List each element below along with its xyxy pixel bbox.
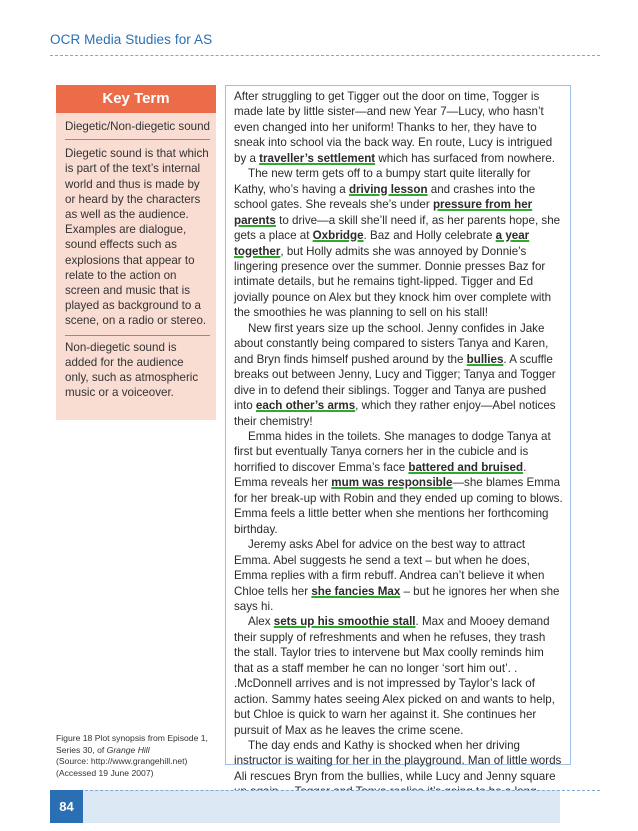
synopsis-text: , which they rather enjoy—Abel notices their chemistry!	[234, 399, 556, 428]
synopsis-text: The new term gets off to a bumpy start quite literally for Kathy, who’s having a	[234, 167, 531, 196]
synopsis-highlight: driving lesson	[348, 182, 428, 196]
synopsis-text: Alex	[248, 615, 274, 629]
caption-title: Grange Hill	[106, 744, 150, 755]
caption-source: (Source: http://www.grangehill.net)	[56, 756, 188, 766]
footer-divider	[50, 790, 600, 791]
synopsis-paragraph	[234, 537, 563, 614]
caption-text: Figure 18 Plot synopsis from Episode 1, Series 30, of	[56, 733, 208, 755]
synopsis-text: to drive—a skill she’ll need if, as her parents hope, she gets a place at	[234, 213, 561, 243]
synopsis-text: After struggling to get Tigger out the door on time, Togger is made late by little sister—and new Year 7—Lucy, who hasn’t even changed into her uniform! Thanks to her, they have to sneak into school via the back way. En route, Lucy is intrigued by a	[234, 90, 553, 165]
synopsis-paragraph	[234, 614, 563, 738]
synopsis-paragraph	[234, 89, 563, 166]
key-term-term: Diegetic/Non-diegetic sound	[65, 119, 210, 140]
header-divider	[50, 55, 600, 56]
synopsis-text: Emma hides in the toilets. She manages to dodge Tanya at first but eventually Tanya corners her in the cubicle and is horrified to discover Emma’s face	[234, 429, 551, 474]
synopsis-text: . Baz and Holly celebrate	[363, 229, 496, 243]
synopsis-text: —she blames Emma for her break-up with Robin and they ended up coming to blows. Emma feels a little better when she mentions her forthcoming birthday.	[234, 476, 563, 536]
synopsis-highlight: sets up his smoothie stall	[273, 615, 416, 629]
synopsis-text: . Emma reveals her	[234, 460, 527, 490]
running-header: OCR Media Studies for AS	[50, 32, 213, 47]
synopsis-text: New first years size up the school. Jenny confides in Jake about constantly being compared to sisters Tanya and Karen, and Bryn finds himself pushed around by the	[234, 321, 549, 366]
synopsis-highlight: traveller’s settlement	[259, 151, 376, 165]
synopsis-text: – but he ignores her when she says hi.	[234, 584, 560, 613]
synopsis-highlight: a year together	[234, 229, 530, 258]
footer-bar	[50, 790, 560, 823]
key-term-definition-diegetic: Diegetic sound is that which is part of the text’s internal world and thus is made by or heard by the characters as well as the audience. Examples are dialogue, sound effects such as explosions that appear to relate to the action on screen and music that is played as background to a scene, on a radio or stereo.	[65, 146, 210, 335]
synopsis-text: . A scuffle breaks out between Jenny, Lucy and Tigger; Tanya and Togger dive in to defend their siblings. Togger and Tanya are pushed into	[234, 352, 556, 413]
synopsis-text: , but Holly admits she was annoyed by Donnie’s lingering presence over the summer. Donnie presses Baz for intimate details, but he remains tight-lipped. Tigger and Ed jovially pounce on Alex but they knock him over complete with the smoothies he was planning to sell on his stall!	[234, 244, 552, 320]
key-term-heading: Key Term	[56, 85, 216, 113]
page-number: 84	[50, 790, 83, 823]
synopsis-paragraph	[234, 166, 563, 321]
synopsis-highlight: battered and bruised	[408, 460, 524, 474]
plot-synopsis-box	[225, 85, 571, 783]
synopsis-text: which has surfaced from nowhere.	[375, 151, 555, 165]
key-term-body	[56, 113, 216, 400]
key-term-definition-non-diegetic: Non-diegetic sound is added for the audience only, such as atmospheric music or a voiceover.	[65, 340, 199, 400]
synopsis-paragraph	[234, 321, 563, 429]
synopsis-paragraph	[234, 429, 563, 537]
synopsis-highlight: bullies	[466, 352, 504, 366]
synopsis-highlight: pressure from her parents	[234, 198, 533, 227]
synopsis-highlight: each other’s arms	[255, 399, 356, 413]
synopsis-highlight: she fancies Max	[311, 584, 401, 598]
key-term-box	[56, 85, 216, 420]
synopsis-text: The day ends and Kathy is shocked when her driving instructor is waiting for her in the playground. Man of little words Ali rescues Bryn from the bullies, while Lucy and Jenny square	[234, 739, 562, 783]
synopsis-text: . Max and Mooey demand their supply of refreshments and when he refuses, they trash the stall. Taylor tries to intervene but Max coolly reminds him that as a staff member he can no longer ‘sort him out’. . .McDonnell arrives and is not impressed by Taylor’s lack of action. Sammy hates seeing Alex picked on and wants to help, but Chloe is quick to warn her against it. She continues her pursuit of Max as he leaves the crime scene.	[234, 615, 555, 737]
caption-accessed: (Accessed 19 June 2007)	[56, 767, 154, 778]
synopsis-text: and crashes into the school gates. She reveals she’s under	[234, 182, 536, 212]
synopsis-text: Jeremy asks Abel for advice on the best way to attract Emma. Abel suggests he send a text – but when he does, Emma replies with a firm rebuff. Andrea can’t believe it when Chloe tells her	[234, 538, 545, 598]
figure-caption	[56, 733, 226, 779]
synopsis-highlight: Oxbridge	[312, 229, 364, 243]
synopsis-highlight: mum was responsible	[331, 476, 453, 490]
